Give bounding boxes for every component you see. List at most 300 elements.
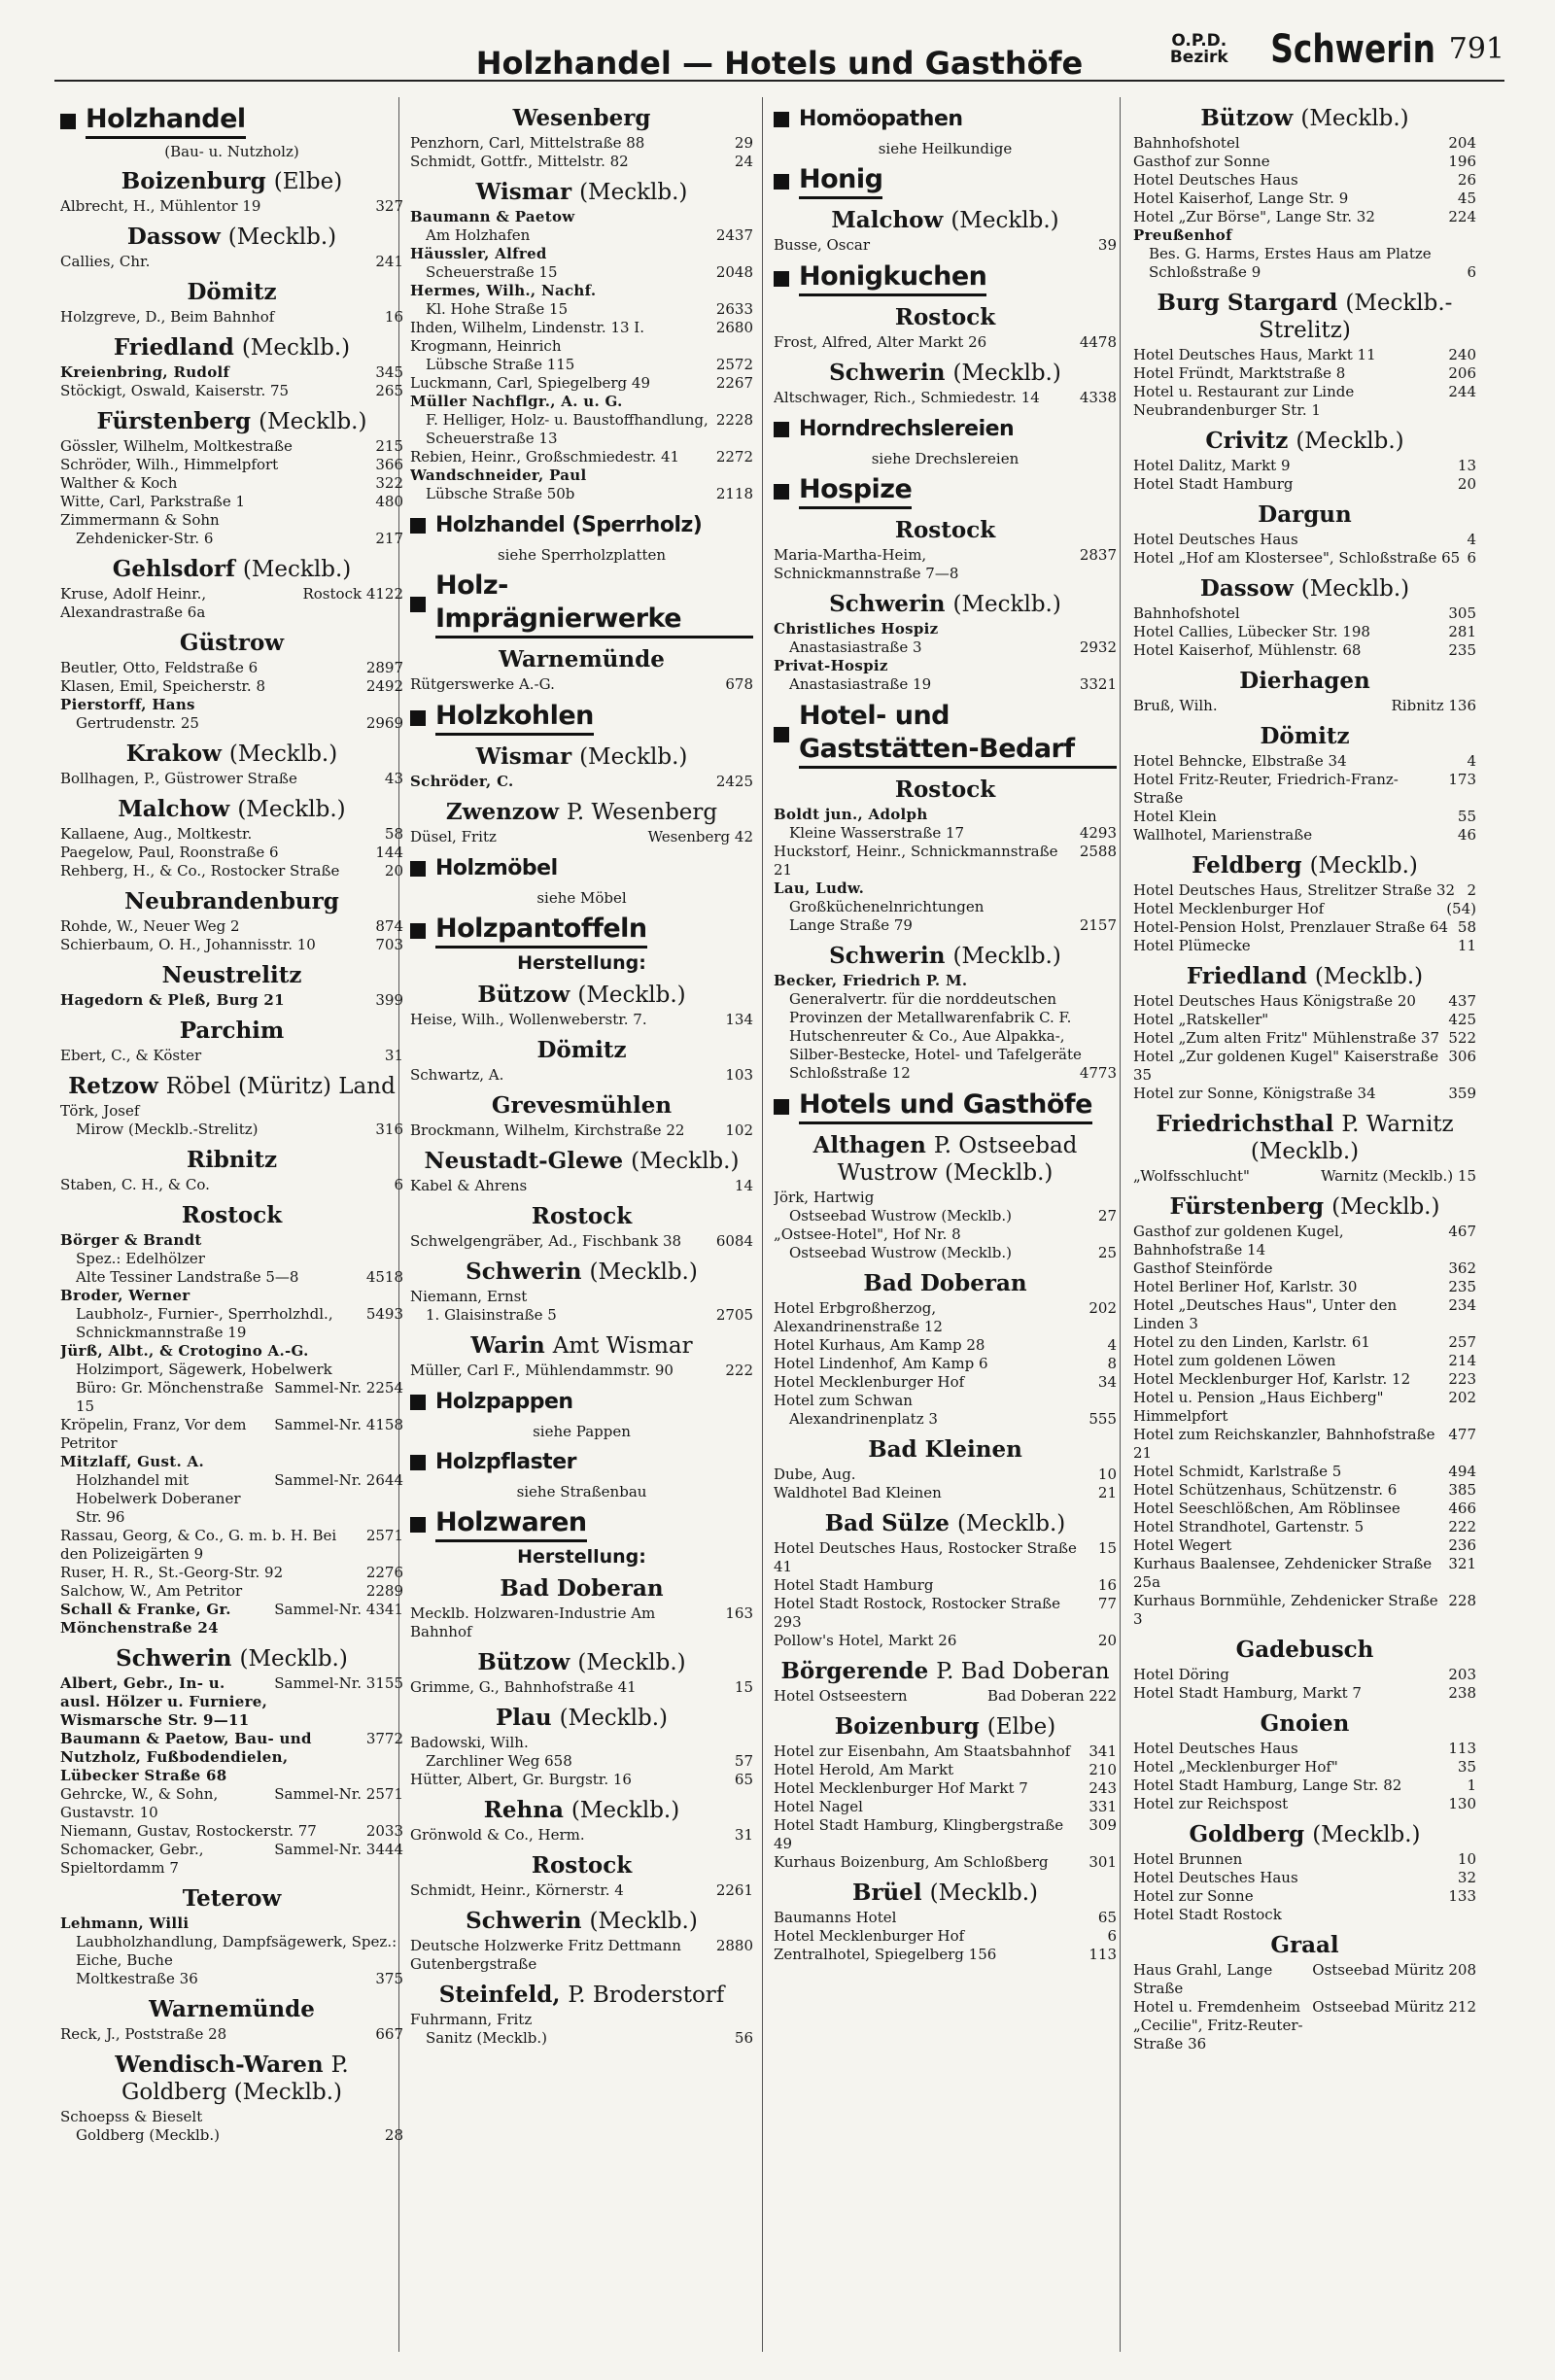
- directory-entry: [1133, 245, 1476, 263]
- place-name: Friedrichsthal: [1156, 1111, 1334, 1137]
- entry-name: Schloßstraße 12: [789, 1064, 911, 1082]
- entry-phone: 77: [1097, 1595, 1117, 1612]
- place-heading: [774, 360, 1117, 387]
- entry-name: Hotel Mecklenburger Hof: [774, 1927, 965, 1945]
- directory-entry: [60, 1601, 403, 1638]
- place-name: Graal: [1270, 1932, 1339, 1958]
- directory-entry: [60, 659, 403, 677]
- place-qualifier: (Mecklb.): [1331, 1194, 1440, 1220]
- entry-name: Zehdenicker-Str. 6: [76, 530, 214, 547]
- entry-name: Holzgreve, D., Beim Bahnhof: [60, 308, 275, 326]
- entry-name: Häussler, Alfred: [410, 245, 547, 262]
- directory-entry: [1133, 752, 1476, 771]
- place-qualifier: (Mecklb.): [577, 983, 686, 1008]
- place-heading: [410, 1259, 753, 1286]
- section-heading: [410, 1386, 753, 1419]
- directory-entry: [410, 356, 753, 374]
- entry-name: Hotel Stadt Rostock: [1133, 1906, 1282, 1923]
- entry-name: Kurhaus Baalensee, Zehdenicker Straße 25a: [1133, 1555, 1433, 1591]
- entry-name: Hotel Stadt Hamburg, Markt 7: [1133, 1684, 1362, 1702]
- directory-entry: [1133, 134, 1476, 153]
- entry-phone: Sammel-Nr. 2254: [274, 1379, 403, 1397]
- entry-phone: 341: [1088, 1742, 1117, 1760]
- place-heading: [60, 2052, 403, 2106]
- section-heading: [774, 700, 1117, 769]
- entry-phone: 4: [1107, 1336, 1117, 1354]
- place-heading: [1133, 575, 1476, 603]
- entry-name: Gasthof zur goldenen Kugel, Bahnhofstraße 14: [1133, 1223, 1344, 1259]
- entry-name: Busse, Oscar: [774, 236, 871, 254]
- place-name: Rostock: [531, 1852, 633, 1879]
- place-qualifier: (Mecklb.): [237, 797, 346, 822]
- place-heading: [60, 224, 403, 251]
- directory-entry: [410, 337, 753, 356]
- directory-entry: [410, 1771, 753, 1789]
- entry-name: Hotel „Zum alten Fritz" Mühlenstraße 37: [1133, 1029, 1440, 1047]
- directory-entry: [410, 1881, 753, 1900]
- place-heading: [410, 799, 753, 826]
- directory-entry: [60, 308, 403, 327]
- entry-phone: 20: [384, 862, 403, 880]
- entry-phone: 20: [1457, 475, 1476, 493]
- place-qualifier: Röbel (Müritz) Land: [165, 1074, 396, 1099]
- entry-phone: 375: [375, 1970, 403, 1987]
- place-qualifier: (Elbe): [273, 169, 343, 194]
- entry-name: Klasen, Emil, Speicherstr. 8: [60, 677, 266, 695]
- entry-phone: 65: [734, 1771, 753, 1788]
- place-name: Burg Stargard: [1157, 290, 1338, 316]
- place-name: Wismar: [475, 743, 572, 770]
- entry-name: Lübsche Straße 50b: [426, 485, 575, 502]
- directory-entry: [1133, 153, 1476, 171]
- bullet-square-icon: [410, 518, 426, 534]
- place-name: Schwerin: [466, 1908, 582, 1934]
- entry-name: Hotel Schmidt, Karlstraße 5: [1133, 1463, 1342, 1480]
- directory-entry: [60, 253, 403, 271]
- place-heading: [410, 1908, 753, 1935]
- entry-name: Holzimport, Sägewerk, Hobelwerk: [76, 1361, 332, 1378]
- entry-name: Beutler, Otto, Feldstraße 6: [60, 659, 259, 676]
- entry-name: Mecklb. Holzwaren-Industrie Am Bahnhof: [410, 1604, 656, 1640]
- entry-name: Rehberg, H., & Co., Rostocker Straße: [60, 862, 340, 880]
- directory-entry: [60, 1564, 403, 1582]
- entry-name: Hotel Nagel: [774, 1798, 863, 1815]
- place-heading: [60, 408, 403, 435]
- entry-name: Schmidt, Gottfr., Mittelstr. 82: [410, 153, 629, 170]
- entry-phone: 281: [1448, 623, 1476, 640]
- entry-name: Hotel „Mecklenburger Hof": [1133, 1758, 1338, 1776]
- place-heading: [60, 1996, 403, 2023]
- place-name: Dömitz: [536, 1037, 627, 1063]
- entry-name: Hotel Kaiserhof, Mühlenstr. 68: [1133, 641, 1362, 659]
- entry-name: Lau, Ludw.: [774, 880, 865, 897]
- entry-phone: 215: [375, 437, 403, 455]
- entry-phone: 678: [725, 675, 753, 693]
- directory-entry: [1133, 263, 1476, 282]
- directory-entry: [774, 1355, 1117, 1373]
- entry-phone: 43: [384, 770, 403, 787]
- column-4: [1133, 97, 1476, 2362]
- directory-entry: [1133, 549, 1476, 568]
- entry-name: Hotel Fründt, Marktstraße 8: [1133, 364, 1346, 382]
- entry-phone: 2969: [365, 714, 403, 732]
- place-heading: [60, 1645, 403, 1673]
- entry-name: Kröpelin, Franz, Vor dem Petritor: [60, 1416, 247, 1452]
- entry-phone: 57: [734, 1752, 753, 1770]
- entry-phone: 3321: [1079, 675, 1117, 693]
- place-heading: [60, 1885, 403, 1913]
- entry-name: Hotel Deutsches Haus: [1133, 531, 1298, 548]
- directory-entry: [60, 677, 403, 696]
- entry-phone: 2680: [715, 319, 753, 336]
- place-qualifier: Amt Wismar: [552, 1333, 693, 1359]
- entry-phone: 555: [1088, 1410, 1117, 1428]
- entry-phone: 31: [734, 1826, 753, 1844]
- entry-name: Hotel u. Fremdenheim „Cecilie", Fritz-Reuter-Straße 36: [1133, 1998, 1303, 2052]
- place-heading: [60, 279, 403, 306]
- cross-reference-note: siehe Sperrholzplatten: [497, 546, 667, 564]
- place-qualifier: (Mecklb.): [1312, 1822, 1421, 1847]
- entry-name: Baumanns Hotel: [774, 1909, 897, 1926]
- place-name: Warnemünde: [149, 1996, 315, 2022]
- place-name: Parchim: [179, 1018, 285, 1044]
- entry-phone: 2633: [715, 300, 753, 318]
- entry-name: Hotel Strandhotel, Gartenstr. 5: [1133, 1518, 1365, 1535]
- place-name: Schwerin: [116, 1645, 232, 1672]
- directory-entry: [1133, 1536, 1476, 1555]
- directory-entry: [1133, 208, 1476, 226]
- entry-name: Lange Straße 79: [789, 916, 913, 934]
- directory-entry: [774, 1539, 1117, 1576]
- bullet-square-icon: [410, 923, 426, 939]
- entry-phone: 4518: [365, 1268, 403, 1286]
- entry-name: Alexandrinenplatz 3: [789, 1410, 938, 1428]
- entry-phone: 399: [375, 991, 403, 1009]
- directory-entry: [60, 825, 403, 844]
- directory-entry: [410, 485, 753, 503]
- entry-name: Walther & Koch: [60, 474, 178, 492]
- entry-name: Heise, Wilh., Wollenweberstr. 7.: [410, 1011, 647, 1028]
- place-heading: [410, 1332, 753, 1360]
- directory-entry: [774, 1927, 1117, 1946]
- section-title: Hotels und Gasthöfe: [799, 1088, 1092, 1124]
- column-1: [60, 97, 403, 2362]
- entry-phone: 703: [375, 936, 403, 953]
- place-name: Crivitz: [1205, 428, 1289, 454]
- directory-entry: [60, 1361, 403, 1379]
- directory-entry: [1133, 1758, 1476, 1776]
- entry-name: Zentralhotel, Spiegelberg 156: [774, 1946, 997, 1963]
- directory-entry: [774, 843, 1117, 880]
- entry-phone: 222: [725, 1362, 753, 1379]
- entry-phone: 102: [725, 1121, 753, 1139]
- entry-phone: 6: [1107, 1927, 1117, 1945]
- directory-entry: [774, 333, 1117, 352]
- place-heading: [60, 888, 403, 915]
- directory-entry: [1133, 1906, 1476, 1924]
- bullet-square-icon: [410, 710, 426, 726]
- entry-name: Salchow, W., Am Petritor: [60, 1582, 243, 1600]
- entry-phone: 11: [1457, 937, 1476, 954]
- entry-phone: 2048: [715, 263, 753, 281]
- entry-name: Müller, Carl F., Mühlendammstr. 90: [410, 1362, 674, 1379]
- directory-entry: [774, 236, 1117, 255]
- directory-entry: [1133, 881, 1476, 900]
- directory-entry: [1133, 1795, 1476, 1813]
- directory-entry: [1133, 1481, 1476, 1500]
- place-heading: [774, 591, 1117, 618]
- directory-entry: [1133, 992, 1476, 1011]
- entry-name: Becker, Friedrich P. M.: [774, 972, 968, 989]
- directory-entry: [774, 1779, 1117, 1798]
- entry-phone: 309: [1088, 1816, 1117, 1834]
- entry-phone: 113: [1088, 1946, 1117, 1963]
- entry-name: Hotel zur Sonne: [1133, 1887, 1254, 1905]
- place-qualifier: (Mecklb.): [1296, 429, 1404, 454]
- place-heading: [774, 1510, 1117, 1537]
- place-qualifier: P. Goldberg (Mecklb.): [121, 2052, 349, 2105]
- entry-name: Lübsche Straße 115: [426, 356, 575, 373]
- entry-phone: 366: [375, 456, 403, 473]
- entry-name: Hotel Mecklenburger Hof Markt 7: [774, 1779, 1028, 1797]
- directory-entry: [774, 990, 1117, 1064]
- directory-entry: [1133, 826, 1476, 845]
- place-qualifier: (Mecklb.): [227, 224, 337, 250]
- entry-phone: 522: [1448, 1029, 1476, 1047]
- entry-phone: 130: [1448, 1795, 1476, 1812]
- entry-phone: 202: [1448, 1389, 1476, 1406]
- entry-phone: 2: [1467, 881, 1476, 899]
- entry-name: Kruse, Adolf Heinr., Alexandrastraße 6a: [60, 585, 207, 621]
- directory-entry: [410, 1604, 753, 1641]
- entry-phone: 301: [1088, 1853, 1117, 1871]
- entry-name: Hotel „Zur Börse", Lange Str. 32: [1133, 208, 1375, 225]
- entry-name: Hermes, Wilh., Nachf.: [410, 282, 597, 299]
- directory-entry: [60, 1674, 403, 1730]
- entry-name: Wallhotel, Marienstraße: [1133, 826, 1313, 844]
- place-name: Bützow: [1200, 105, 1294, 131]
- entry-name: Mitzlaff, Gust. A.: [60, 1453, 204, 1470]
- entry-name: Staben, C. H., & Co.: [60, 1176, 210, 1193]
- place-qualifier: (Mecklb.): [259, 409, 367, 434]
- directory-entry: [1133, 1776, 1476, 1795]
- section-title: Holzkohlen: [435, 700, 594, 736]
- place-heading: [1133, 105, 1476, 132]
- directory-entry: [60, 1527, 403, 1564]
- entry-name: Kleine Wasserstraße 17: [789, 824, 965, 842]
- directory-entry: [60, 456, 403, 474]
- place-heading: [410, 1203, 753, 1230]
- directory-entry: [774, 1410, 1117, 1429]
- section-title: Holzhandel: [86, 103, 246, 139]
- directory-entry: [1133, 1278, 1476, 1296]
- directory-entry: [410, 675, 753, 694]
- directory-entry: [410, 1011, 753, 1029]
- entry-name: Hotel „Deutsches Haus", Unter den Linden 3: [1133, 1296, 1398, 1332]
- directory-entry: [774, 1909, 1117, 1927]
- place-name: Schwerin: [466, 1259, 582, 1285]
- place-name: Börgerende: [780, 1658, 929, 1684]
- entry-name: Hotel Klein: [1133, 808, 1217, 825]
- directory-entry: [1133, 900, 1476, 918]
- entry-phone: 20: [1097, 1632, 1117, 1649]
- entry-name: Rassau, Georg, & Co., G. m. b. H. Bei den Polizeigärten 9: [60, 1527, 337, 1563]
- directory-entry: [60, 1933, 403, 1970]
- entry-phone: 2897: [365, 659, 403, 676]
- entry-name: F. Helliger, Holz- u. Baustoffhandlung, Scheuerstraße 13: [426, 411, 708, 447]
- entry-phone: 26: [1457, 171, 1476, 189]
- entry-name: Hotel Callies, Lübecker Str. 198: [1133, 623, 1370, 640]
- entry-name: 1. Glaisinstraße 5: [426, 1306, 557, 1324]
- directory-entry: [60, 1379, 403, 1416]
- entry-name: „Wolfsschlucht": [1133, 1167, 1250, 1185]
- entry-phone: 322: [375, 474, 403, 492]
- entry-name: Mirow (Mecklb.-Strelitz): [76, 1121, 259, 1138]
- entry-name: Hotel Behncke, Elbstraße 34: [1133, 752, 1347, 770]
- directory-entry: [1133, 1223, 1476, 1259]
- directory-entry: [774, 1816, 1117, 1853]
- place-name: Güstrow: [179, 630, 285, 656]
- place-name: Bad Doberan: [500, 1575, 664, 1602]
- entry-phone: 2276: [365, 1564, 403, 1581]
- page-header-right: [1170, 27, 1504, 72]
- directory-entry: [60, 493, 403, 511]
- directory-entry: [60, 1047, 403, 1065]
- entry-name: Gehrcke, W., & Sohn, Gustavstr. 10: [60, 1785, 219, 1821]
- entry-name: Schwelgengräber, Ad., Fischbank 38: [410, 1232, 682, 1250]
- directory-entry: [60, 197, 403, 216]
- entry-phone: 14: [734, 1177, 753, 1194]
- section-title: Holzpflaster: [435, 1450, 576, 1474]
- entry-name: Schomacker, Gebr., Spieltordamm 7: [60, 1841, 204, 1877]
- directory-entry: [1133, 1085, 1476, 1103]
- entry-phone: 466: [1448, 1500, 1476, 1517]
- directory-entry: [1133, 1370, 1476, 1389]
- directory-entry: [1133, 1850, 1476, 1869]
- column-divider: [1120, 97, 1121, 2352]
- place-heading: [1133, 1111, 1476, 1165]
- entry-phone: 2705: [715, 1306, 753, 1324]
- entry-name: Krogmann, Heinrich: [410, 337, 562, 355]
- entry-name: Büro: Gr. Mönchenstraße 15: [76, 1379, 264, 1415]
- directory-entry: [1133, 1011, 1476, 1029]
- entry-phone: 467: [1448, 1223, 1476, 1240]
- section-heading: [774, 103, 1117, 136]
- place-name: Teterow: [182, 1885, 282, 1912]
- entry-name: Goldberg (Mecklb.): [76, 2126, 221, 2144]
- entry-name: Hotel Döring: [1133, 1666, 1229, 1683]
- place-name: Warin: [470, 1332, 545, 1359]
- entry-phone: 45: [1457, 190, 1476, 207]
- entry-name: Rohde, W., Neuer Weg 2: [60, 917, 240, 935]
- entry-name: Hotel Deutsches Haus, Rostocker Straße 41: [774, 1539, 1077, 1575]
- place-heading: [774, 943, 1117, 970]
- entry-name: Generalvertr. für die norddeutschen Provinzen der Metallwarenfabrik C. F. Hutschenreuter & Co., Aue Alpakka-, Silber-Bestecke, Hotel- und Tafelgeräte: [789, 990, 1082, 1063]
- place-qualifier: (Elbe): [986, 1714, 1056, 1740]
- entry-phone: Rostock 4122: [302, 585, 403, 603]
- place-heading: [774, 304, 1117, 331]
- directory-entry: [60, 917, 403, 936]
- section-heading: [410, 509, 753, 542]
- place-heading: [60, 1147, 403, 1174]
- entry-name: Waldhotel Bad Kleinen: [774, 1484, 942, 1501]
- place-qualifier: (Mecklb.): [589, 1259, 698, 1285]
- entry-phone: 32: [1457, 1869, 1476, 1886]
- directory-entry: [410, 1121, 753, 1140]
- place-heading: [60, 1018, 403, 1045]
- place-heading: [410, 105, 753, 132]
- directory-entry: [1133, 808, 1476, 826]
- directory-entry: [774, 1392, 1117, 1410]
- entry-name: Schröder, C.: [410, 773, 514, 790]
- entry-name: Baumann & Paetow: [410, 208, 575, 225]
- directory-entry: [1133, 937, 1476, 955]
- directory-entry: [410, 226, 753, 245]
- place-heading: [1133, 852, 1476, 880]
- entry-name: Laubholz-, Furnier-, Sperrholzhdl., Schnickmannstraße 19: [76, 1305, 333, 1341]
- place-heading: [774, 207, 1117, 234]
- entry-phone: 2157: [1079, 916, 1117, 934]
- entry-name: „Ostsee-Hotel", Hof Nr. 8: [774, 1225, 961, 1243]
- directory-entry: [410, 1937, 753, 1974]
- directory-entry: [410, 300, 753, 319]
- entry-name: Börger & Brandt: [60, 1231, 202, 1249]
- place-heading: [410, 1797, 753, 1824]
- entry-phone: 2492: [365, 677, 403, 695]
- section-heading: [774, 260, 1117, 296]
- section-heading: [410, 913, 753, 949]
- entry-phone: 3772: [365, 1730, 403, 1747]
- entry-name: Schwartz, A.: [410, 1066, 504, 1084]
- place-name: Rostock: [181, 1202, 283, 1228]
- place-name: Brüel: [852, 1880, 922, 1906]
- place-name: Schwerin: [829, 591, 946, 617]
- entry-name: Deutsche Holzwerke Fritz Dettmann Gutenbergstraße: [410, 1937, 681, 1973]
- entry-name: Hotel Erbgroßherzog, Alexandrinenstraße 12: [774, 1299, 943, 1335]
- entry-name: Altschwager, Rich., Schmiedestr. 14: [774, 389, 1040, 406]
- directory-entry: [410, 393, 753, 411]
- directory-entry: [1133, 623, 1476, 641]
- place-name: Dömitz: [1260, 723, 1350, 749]
- directory-entry: [1133, 1869, 1476, 1887]
- entry-phone: Sammel-Nr. 2644: [274, 1471, 403, 1489]
- place-heading: [410, 1575, 753, 1603]
- entry-phone: 331: [1088, 1798, 1117, 1815]
- entry-phone: Ostseebad Müritz 212: [1312, 1998, 1476, 2016]
- entry-name: Zimmermann & Sohn: [60, 511, 220, 529]
- directory-entry: [410, 1288, 753, 1306]
- entry-phone: 4338: [1079, 389, 1117, 406]
- directory-entry: [1133, 457, 1476, 475]
- directory-entry: [60, 1176, 403, 1194]
- directory-entry: [1133, 1998, 1476, 2053]
- entry-name: Fuhrmann, Fritz: [410, 2011, 533, 2028]
- entry-name: Hagedorn & Pleß, Burg 21: [60, 991, 285, 1009]
- place-name: Rostock: [894, 776, 996, 803]
- place-heading: [774, 776, 1117, 804]
- entry-name: Kurhaus Bornmühle, Zehdenicker Straße 3: [1133, 1592, 1438, 1628]
- entry-name: Huckstorf, Heinr., Schnickmannstraße 21: [774, 843, 1058, 879]
- entry-phone: 6: [1467, 549, 1476, 567]
- entry-name: Hotel Deutsches Haus, Strelitzer Straße 32: [1133, 881, 1456, 899]
- place-name: Feldberg: [1192, 852, 1302, 879]
- directory-entry: [774, 1466, 1117, 1484]
- entry-name: Laubholzhandlung, Dampfsägewerk, Spez.: Eiche, Buche: [76, 1933, 397, 1969]
- entry-name: Hotel-Pension Holst, Prenzlauer Straße 64: [1133, 918, 1449, 936]
- entry-name: Scheuerstraße 15: [426, 263, 558, 281]
- section-heading: [774, 1088, 1117, 1124]
- entry-name: Broder, Werner: [60, 1287, 190, 1304]
